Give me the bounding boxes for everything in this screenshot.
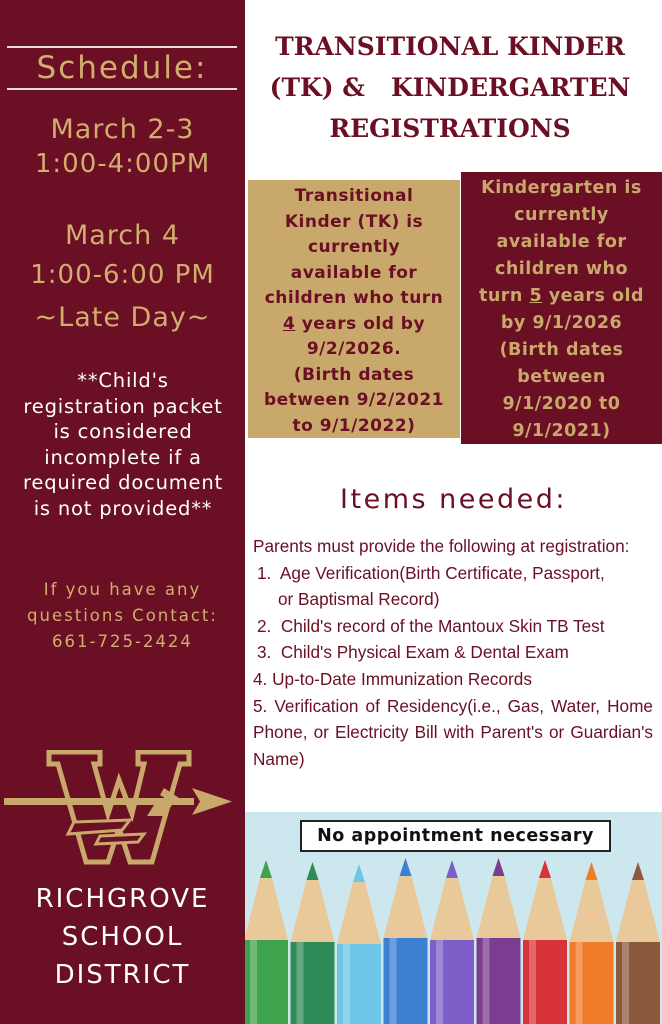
k-line-post: years old: [542, 286, 645, 306]
contact-line: questions Contact:: [27, 606, 218, 625]
district-name: [0, 880, 245, 994]
page-title: [250, 26, 650, 149]
pencil: [616, 862, 660, 1024]
k-line: available for: [496, 232, 627, 252]
items-intro: Parents must provide the following at registration:: [253, 536, 630, 556]
k-line-pre: turn: [478, 286, 530, 306]
no-appointment-banner: No appointment necessary: [300, 820, 611, 852]
title-line: REGISTRATIONS: [329, 114, 571, 143]
list-item: 5. Verification of Residency(i.e., Gas, Water, Home Phone, or Electricity Bill with Parent's or Guardian's Name): [253, 695, 653, 769]
title-line: (TK) & KINDERGARTEN: [269, 73, 631, 102]
k-age: 5: [529, 286, 543, 306]
packet-note-line: required document: [23, 471, 223, 494]
pencil: [477, 858, 521, 1024]
time-1-4pm: 1:00-4:00PM: [34, 149, 211, 179]
k-line: children who: [494, 259, 629, 279]
district-line: DISTRICT: [54, 960, 191, 990]
tk-line: to 9/1/2022): [292, 415, 416, 436]
tk-line: 9/2/2026.: [306, 339, 402, 359]
tk-eligibility-box: [248, 180, 460, 438]
tk-line: children who turn: [264, 288, 444, 308]
contact-phone: 661-725-2424: [52, 632, 193, 651]
pencil: [384, 858, 428, 1024]
tk-line: Kinder (TK) is: [284, 211, 424, 232]
list-item: or Baptismal Record): [278, 589, 440, 610]
date-march-2-3: March 2-3: [50, 114, 195, 145]
title-line: TRANSITIONAL KINDER: [275, 32, 625, 61]
pencil: [291, 862, 335, 1024]
tk-line: [248, 312, 460, 338]
k-line: currently: [514, 205, 609, 225]
k-line: (Birth dates: [499, 340, 624, 360]
pencil: [337, 864, 381, 1024]
richgrove-w-arrow-logo: [4, 750, 234, 865]
district-line: RICHGROVE: [35, 884, 210, 914]
tk-line: available for: [290, 262, 418, 283]
k-line: [461, 283, 662, 310]
k-line: 9/1/2020 t0: [502, 394, 621, 414]
tk-age: 4: [282, 313, 296, 334]
schedule-sidebar: [0, 0, 245, 1024]
packet-note-line: **Child's: [77, 369, 169, 392]
tk-line: Transitional: [294, 186, 414, 206]
packet-note-line: is not provided**: [33, 496, 213, 520]
k-line: between: [517, 367, 606, 387]
late-day-label: ~Late Day~: [34, 302, 211, 333]
packet-incomplete-note: [6, 368, 240, 521]
district-line: SCHOOL: [61, 922, 184, 952]
tk-line: (Birth dates: [293, 364, 415, 385]
date-march-4: March 4: [64, 220, 181, 251]
tk-line: currently: [307, 237, 401, 257]
pencil: [430, 860, 474, 1024]
schedule-heading: Schedule:: [7, 46, 237, 90]
pencil: [570, 862, 614, 1024]
contact-line: If you have any: [43, 580, 202, 599]
contact-info: [0, 577, 245, 655]
kindergarten-eligibility-box: [461, 172, 662, 444]
items-needed-heading: Items needed:: [340, 484, 567, 515]
pencil: [245, 860, 288, 1024]
list-item: 2. Child's record of the Mantoux Skin TB Test: [257, 615, 605, 636]
packet-note-line: incomplete if a: [44, 445, 202, 469]
packet-note-line: is considered: [53, 420, 193, 443]
k-line: by 9/1/2026: [500, 313, 623, 333]
k-line: 9/1/2021): [512, 421, 611, 441]
list-item: 1. Age Verification(Birth Certificate, Passport,: [257, 562, 605, 583]
list-item: 3. Child's Physical Exam & Dental Exam: [257, 642, 569, 663]
packet-note-line: registration packet: [23, 394, 223, 418]
pencil: [523, 860, 567, 1024]
tk-line: between 9/2/2021: [263, 390, 444, 410]
k-line: Kindergarten is: [481, 178, 642, 198]
tk-line-rest: years old by: [295, 313, 426, 334]
time-1-6pm: 1:00-6:00 PM: [30, 260, 215, 290]
list-item: 4. Up-to-Date Immunization Records: [253, 668, 532, 689]
items-needed-list: [253, 533, 653, 772]
